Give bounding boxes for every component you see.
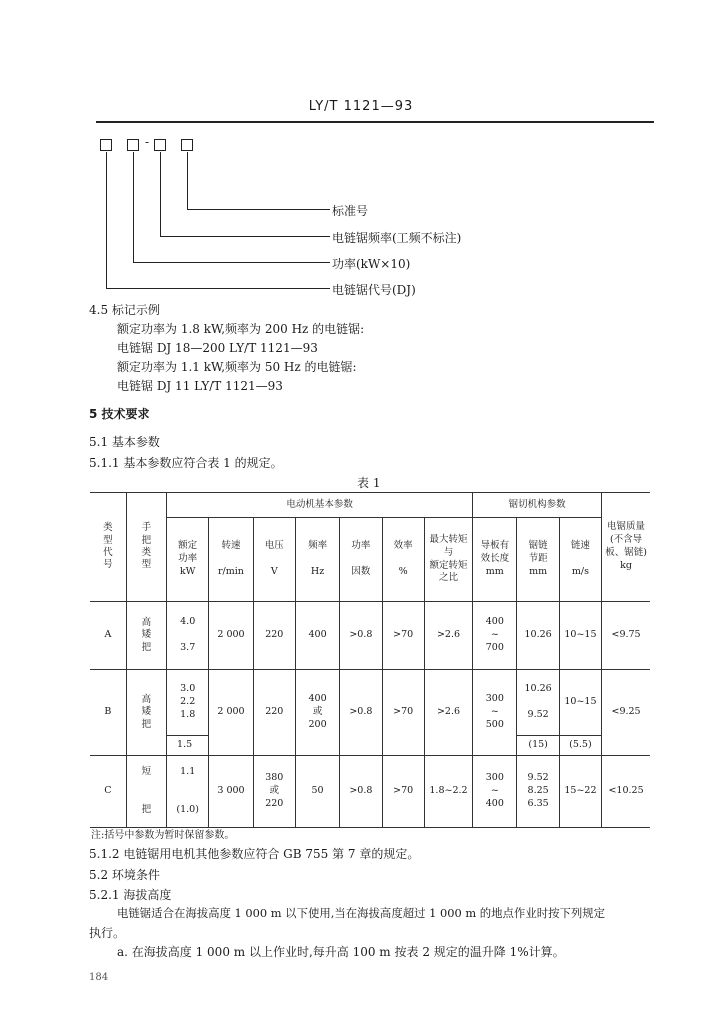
cell-handle: 短 把 — [126, 756, 166, 828]
col-handle-header: 手 把 类 型 — [126, 493, 166, 602]
example-line-1: 额定功率为 1.8 kW,频率为 200 Hz 的电链锯: — [117, 322, 365, 336]
section-5-heading: 5 技术要求 — [89, 407, 150, 421]
cell-handle: 高 矮 把 — [126, 670, 166, 756]
cell-pitch: 10.26 — [517, 602, 559, 670]
cell-frequency: 400 或 200 — [295, 670, 339, 756]
section-4-5-heading: 4.5 标记示例 — [89, 303, 160, 317]
col-mass-header: 电锯质量 (不含导 板、锯链) kg — [602, 493, 650, 602]
cell-chain-speed: 10~15 — [559, 602, 601, 670]
col-guide-header: 导板有 效长度 mm — [473, 518, 517, 602]
cell-handle: 高 矮 把 — [126, 602, 166, 670]
group-motor-header: 电动机基本参数 — [167, 493, 473, 518]
cell-type: C — [90, 756, 126, 828]
cell-voltage: 220 — [253, 670, 295, 756]
table-1-caption: 表 1 — [357, 476, 381, 490]
table-row-c — [90, 756, 650, 828]
cell-efficiency: >70 — [382, 756, 424, 828]
table-row-b — [90, 670, 650, 736]
cell-torque: 1.8~2.2 — [424, 756, 472, 828]
cell-efficiency: >70 — [382, 602, 424, 670]
cell-guide: 300 ~ 400 — [473, 756, 517, 828]
col-frequency-header: 频率 Hz — [295, 518, 339, 602]
col-torque-header: 最大转矩 与 额定转矩 之比 — [424, 518, 472, 602]
cell-frequency: 400 — [295, 602, 339, 670]
code-dash: - — [145, 135, 150, 149]
section-5-2-1-item-a: a. 在海拔高度 1 000 m 以上作业时,每升高 100 m 按表 2 规定的温升降 1%计算。 — [117, 945, 565, 959]
table-1 — [90, 492, 650, 828]
cell-power: 4.0 3.7 — [167, 602, 209, 670]
example-line-3: 额定功率为 1.1 kW,频率为 50 Hz 的电链锯: — [117, 360, 357, 374]
cell-torque: >2.6 — [424, 670, 472, 756]
section-5-1-2-text: 5.1.2 电链锯用电机其他参数应符合 GB 755 第 7 章的规定。 — [89, 847, 420, 861]
cell-power-factor: >0.8 — [340, 756, 382, 828]
page-number: 184 — [89, 972, 109, 983]
label-frequency: 电链锯频率(工频不标注) — [332, 231, 462, 245]
section-5-2-heading: 5.2 环境条件 — [89, 868, 160, 882]
cell-speed: 3 000 — [209, 756, 253, 828]
section-5-1-heading: 5.1 基本参数 — [89, 435, 160, 449]
cell-type: A — [90, 602, 126, 670]
example-line-2: 电链锯 DJ 18—200 LY/T 1121—93 — [117, 341, 318, 355]
cell-chain-speed: 10~15 — [559, 670, 601, 736]
cell-pitch: 10.26 9.52 — [517, 670, 559, 736]
label-power: 功率(kW×10) — [332, 257, 411, 271]
cell-guide: 400 ~ 700 — [473, 602, 517, 670]
code-box-2 — [127, 139, 139, 151]
header-rule — [96, 121, 654, 123]
section-5-1-1-text: 5.1.1 基本参数应符合表 1 的规定。 — [89, 456, 283, 470]
table-row-a — [90, 602, 650, 670]
col-voltage-header: 电压 V — [253, 518, 295, 602]
code-box-1 — [100, 139, 112, 151]
col-pitch-header: 锯链 节距 mm — [517, 518, 559, 602]
standard-number-header: LY/T 1121—93 — [308, 99, 414, 114]
col-type-header: 类 型 代 号 — [90, 493, 126, 602]
col-power-header: 额定 功率 kW — [167, 518, 209, 602]
cell-power-extra: 1.5 — [167, 736, 209, 756]
cell-speed: 2 000 — [209, 670, 253, 756]
cell-guide: 300 ~ 500 — [473, 670, 517, 756]
section-5-2-1-para-1: 电链锯适合在海拔高度 1 000 m 以下使用,当在海拔高度超过 1 000 m 的地点作业时按下列规定 — [117, 906, 606, 920]
code-box-3 — [154, 139, 166, 151]
cell-voltage: 380 或 220 — [253, 756, 295, 828]
cell-pitch: 9.52 8.25 6.35 — [517, 756, 559, 828]
cell-power: 1.1 (1.0) — [167, 756, 209, 828]
cell-type: B — [90, 670, 126, 756]
label-code: 电链锯代号(DJ) — [332, 283, 416, 297]
cell-pitch-extra: (15) — [517, 736, 559, 756]
cell-efficiency: >70 — [382, 670, 424, 756]
cell-voltage: 220 — [253, 602, 295, 670]
table-1-note: 注:括号中参数为暂时保留参数。 — [91, 830, 235, 841]
cell-mass: <10.25 — [602, 756, 650, 828]
cell-chain-speed: 15~22 — [559, 756, 601, 828]
cell-mass: <9.75 — [602, 602, 650, 670]
cell-mass: <9.25 — [602, 670, 650, 756]
section-5-2-1-heading: 5.2.1 海拔高度 — [89, 888, 172, 902]
cell-frequency: 50 — [295, 756, 339, 828]
cell-torque: >2.6 — [424, 602, 472, 670]
cell-power: 3.0 2.2 1.8 — [167, 670, 209, 736]
col-efficiency-header: 效率 % — [382, 518, 424, 602]
label-standard-no: 标准号 — [332, 204, 369, 218]
section-5-2-1-para-2: 执行。 — [89, 926, 126, 940]
cell-chain-speed-extra: (5.5) — [559, 736, 601, 756]
col-chain-speed-header: 链速 m/s — [559, 518, 601, 602]
col-power-factor-header: 功率 因数 — [340, 518, 382, 602]
example-line-4: 电链锯 DJ 11 LY/T 1121—93 — [117, 379, 283, 393]
cell-power-factor: >0.8 — [340, 670, 382, 756]
col-speed-header: 转速 r/min — [209, 518, 253, 602]
cell-power-factor: >0.8 — [340, 602, 382, 670]
group-saw-header: 锯切机构参数 — [473, 493, 602, 518]
cell-speed: 2 000 — [209, 602, 253, 670]
code-box-4 — [181, 139, 193, 151]
